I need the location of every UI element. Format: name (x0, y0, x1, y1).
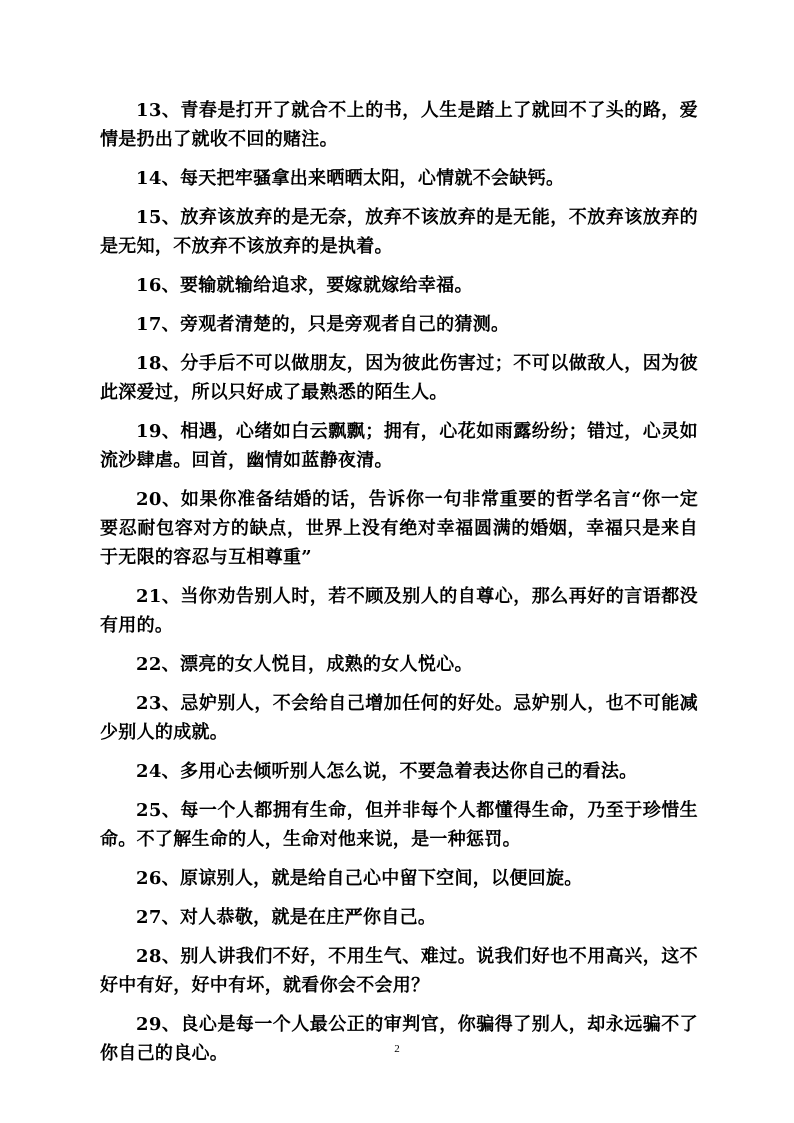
quote-paragraph-16: 16、要输就输给追求，要嫁就嫁给幸福。 (136, 275, 473, 296)
quote-paragraph-14: 14、每天把牢骚拿出来晒晒太阳，心情就不会缺钙。 (136, 168, 565, 189)
quote-paragraph-28: 28、别人讲我们不好，不用生气、难过。说我们好也不用高兴，这不好中有好，好中有坏，就看你会不会用？ (100, 946, 698, 996)
quote-paragraph-17: 17、旁观者清楚的，只是旁观者自己的猜测。 (136, 314, 510, 335)
document-body (100, 96, 698, 1078)
quote-paragraph-24: 24、多用心去倾听别人怎么说，不要急着表达你自己的看法。 (136, 761, 638, 782)
quote-paragraph-13: 13、青春是打开了就合不上的书，人生是踏上了就回不了头的路，爱情是扔出了就收不回的赌注。 (100, 100, 698, 150)
quote-paragraph-26: 26、原谅别人，就是给自己心中留下空间，以便回旋。 (136, 868, 583, 889)
quote-paragraph-23: 23、忌妒别人，不会给自己增加任何的好处。忌妒别人，也不可能减少别人的成就。 (100, 693, 698, 743)
quote-paragraph-15: 15、放弃该放弃的是无奈，放弃不该放弃的是无能，不放弃该放弃的是无知，不放弃不该放弃的是执着。 (100, 207, 698, 257)
quote-paragraph-19: 19、相遇，心绪如白云飘飘；拥有，心花如雨露纷纷；错过，心灵如流沙肆虐。回首，幽情如蓝静夜清。 (100, 421, 698, 471)
quote-paragraph-21: 21、当你劝告别人时，若不顾及别人的自尊心，那么再好的言语都没有用的。 (100, 586, 698, 636)
quote-paragraph-27: 27、对人恭敬，就是在庄严你自己。 (136, 907, 437, 928)
quote-paragraph-18: 18、分手后不可以做朋友，因为彼此伤害过；不可以做敌人，因为彼此深爱过，所以只好成了最熟悉的陌生人。 (100, 353, 698, 403)
quote-paragraph-29: 29、良心是每一个人最公正的审判官，你骗得了别人，却永远骗不了你自己的良心。 (100, 1014, 698, 1064)
quote-paragraph-20: 20、如果你准备结婚的话，告诉你一句非常重要的哲学名言“你一定要忍耐包容对方的缺点，世界上没有绝对幸福圆满的婚姻，幸福只是来自于无限的容忍与互相尊重” (100, 489, 698, 568)
quote-paragraph-25: 25、每一个人都拥有生命，但并非每个人都懂得生命，乃至于珍惜生命。不了解生命的人，生命对他来说，是一种惩罚。 (100, 800, 698, 850)
quote-paragraph-22: 22、漂亮的女人悦目，成熟的女人悦心。 (136, 654, 473, 675)
page-number: 2 (394, 1043, 400, 1055)
